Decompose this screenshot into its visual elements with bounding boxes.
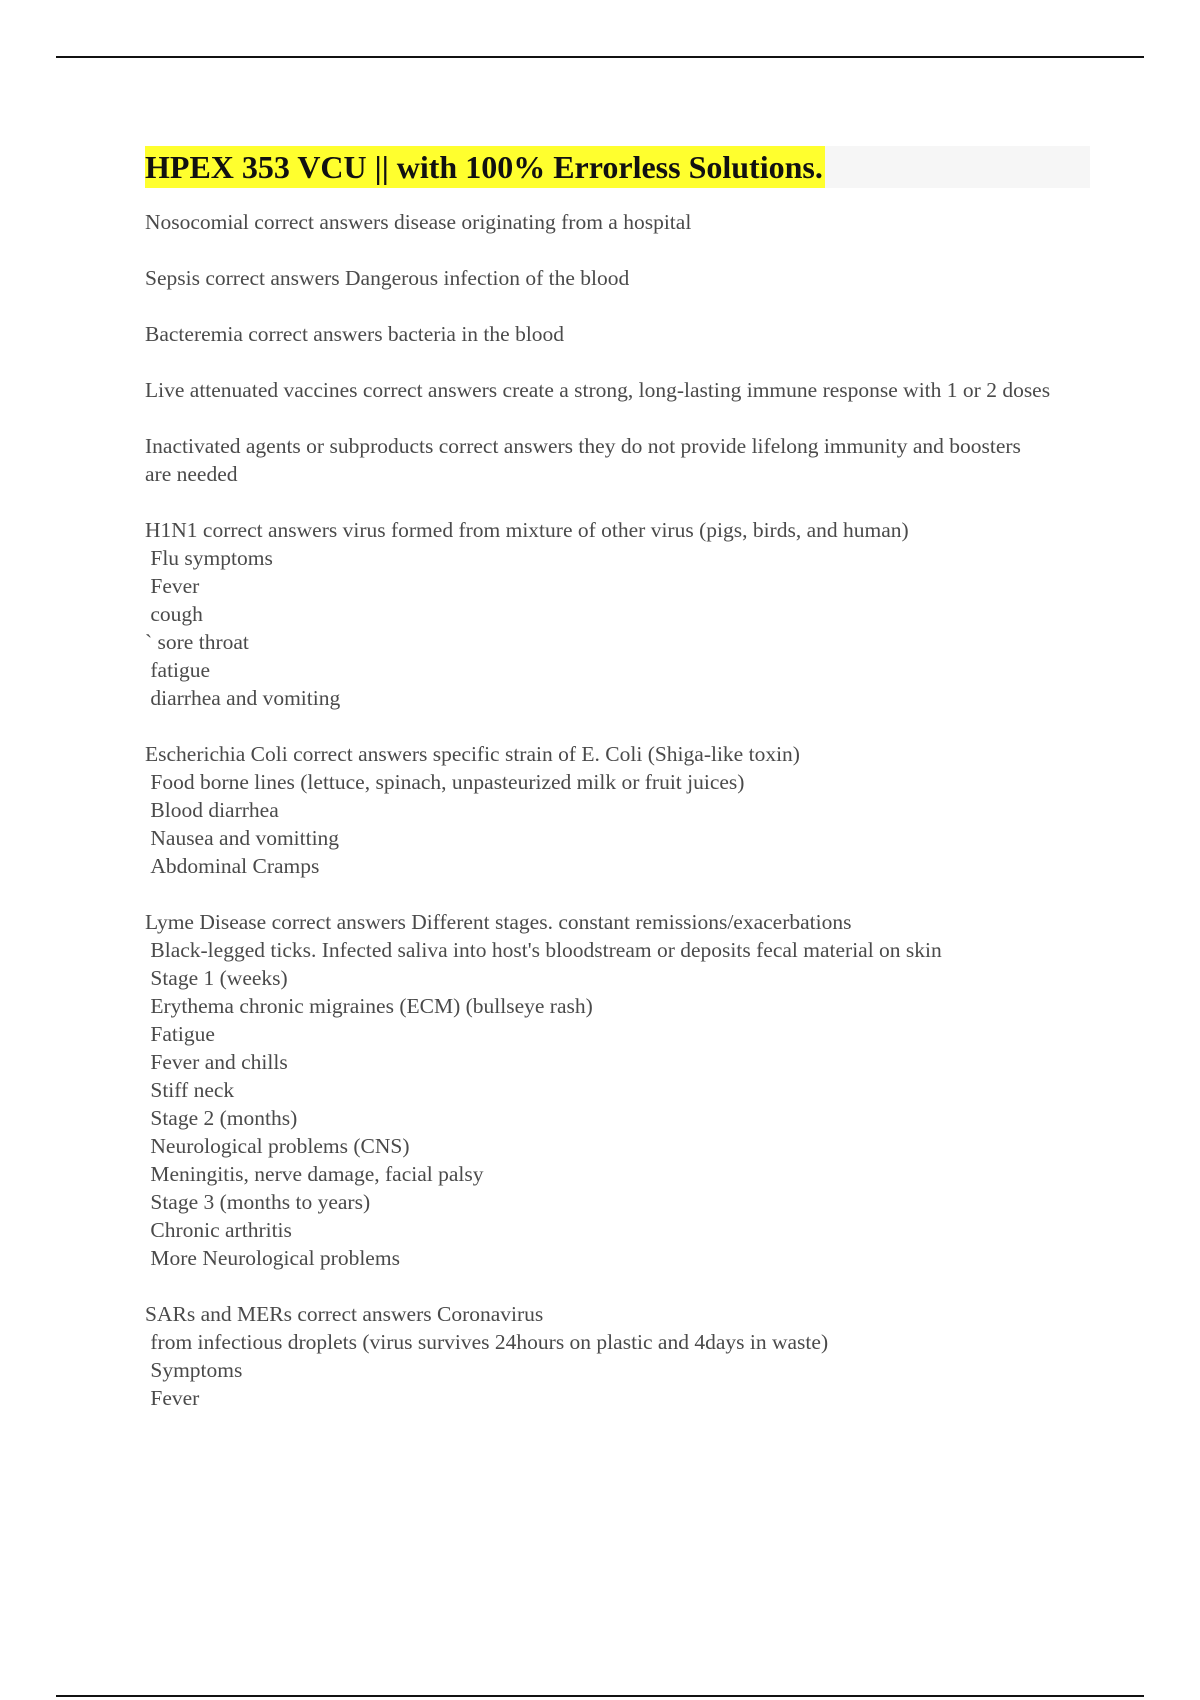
entry-subline: diarrhea and vomiting (145, 686, 341, 710)
entry-subline: cough (145, 602, 203, 626)
qa-entry-escherichia-coli (145, 740, 1090, 880)
entry-subline: Fever (145, 1386, 200, 1410)
entry-line: Bacteremia correct answers bacteria in the blood (145, 322, 565, 346)
qa-entry-sepsis (145, 264, 1090, 292)
qa-entry-nosocomial (145, 208, 1090, 236)
entry-line: Sepsis correct answers Dangerous infection of the blood (145, 266, 630, 290)
qa-entries (145, 208, 1090, 1412)
bottom-page-rule (56, 1695, 1144, 1697)
entry-subline: Fever and chills (145, 1050, 288, 1074)
entry-line: Escherichia Coli correct answers specific strain of E. Coli (Shiga-like toxin) (145, 742, 800, 766)
entry-line: Live attenuated vaccines correct answers create a strong, long-lasting immune response with 1 or 2 doses (145, 378, 1051, 402)
entry-subline: Flu symptoms (145, 546, 273, 570)
entry-subline: Fatigue (145, 1022, 215, 1046)
entry-line: H1N1 correct answers virus formed from mixture of other virus (pigs, birds, and human) (145, 518, 909, 542)
title-band (145, 146, 1090, 188)
entry-subline: Nausea and vomitting (145, 826, 340, 850)
entry-subline: Symptoms (145, 1358, 243, 1382)
entry-subline: More Neurological problems (145, 1246, 400, 1270)
entry-line: Nosocomial correct answers disease originating from a hospital (145, 210, 692, 234)
qa-entry-bacteremia (145, 320, 1090, 348)
entry-subline: Stage 2 (months) (145, 1106, 298, 1130)
entry-subline: Food borne lines (lettuce, spinach, unpasteurized milk or fruit juices) (145, 770, 745, 794)
entry-subline: Stiff neck (145, 1078, 235, 1102)
qa-entry-sars-and-mers (145, 1300, 1090, 1412)
entry-subline: Neurological problems (CNS) (145, 1134, 410, 1158)
qa-entry-lyme-disease (145, 908, 1090, 1272)
entry-line: Lyme Disease correct answers Different stages. constant remissions/exacerbations (145, 910, 852, 934)
qa-entry-live-attenuated-vaccines (145, 376, 1090, 404)
entry-subline: from infectious droplets (virus survives 24hours on plastic and 4days in waste) (145, 1330, 829, 1354)
entry-subline: Fever (145, 574, 200, 598)
entry-subline: Meningitis, nerve damage, facial palsy (145, 1162, 484, 1186)
entry-subline: Black-legged ticks. Infected saliva into host's bloodstream or deposits fecal material on skin (145, 938, 942, 962)
top-page-rule (56, 56, 1144, 58)
entry-subline: Chronic arthritis (145, 1218, 292, 1242)
entry-subline: Erythema chronic migraines (ECM) (bullseye rash) (145, 994, 593, 1018)
document-body (145, 146, 1090, 1440)
entry-subline: Abdominal Cramps (145, 854, 320, 878)
entry-subline: Stage 1 (weeks) (145, 966, 288, 990)
entry-subline: fatigue (145, 658, 211, 682)
entry-subline: ` sore throat (145, 630, 249, 654)
entry-subline: Blood diarrhea (145, 798, 279, 822)
entry-subline: Stage 3 (months to years) (145, 1190, 371, 1214)
qa-entry-inactivated-agents (145, 432, 1090, 488)
qa-entry-h1n1 (145, 516, 1090, 712)
entry-line: SARs and MERs correct answers Coronavirus (145, 1302, 544, 1326)
entry-line: Inactivated agents or subproducts correct answers they do not provide lifelong immunity and boosters are needed (145, 434, 1027, 486)
document-title: HPEX 353 VCU || with 100% Errorless Solutions. (145, 146, 825, 188)
